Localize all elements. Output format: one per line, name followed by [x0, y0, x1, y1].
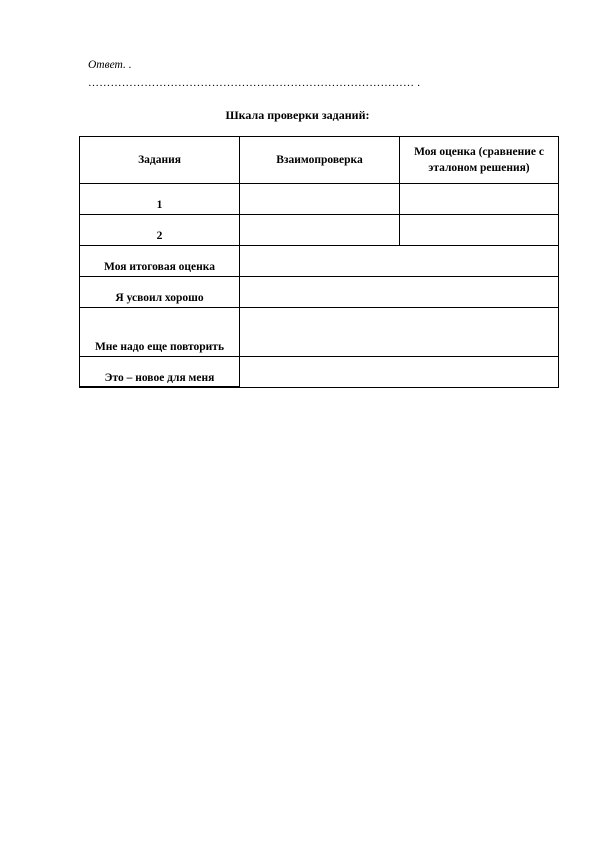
answer-label: Ответ. .: [88, 59, 132, 71]
new-for-me-cell[interactable]: [240, 357, 559, 388]
need-repeat-label: Мне надо еще повторить: [80, 308, 240, 357]
check-table: [79, 136, 559, 388]
peer-review-cell[interactable]: [240, 184, 400, 215]
table-title: Шкала проверки заданий:: [225, 108, 370, 122]
task-number: 1: [80, 184, 240, 215]
table-row: [80, 184, 559, 215]
table-row: [80, 308, 559, 357]
table-row: [80, 277, 559, 308]
answer-dotted-line: …………………………………………………………………………… .: [88, 77, 421, 89]
learned-well-label: Я усвоил хорошо: [80, 277, 240, 308]
table-row: [80, 246, 559, 277]
learned-well-cell[interactable]: [240, 277, 559, 308]
final-grade-cell[interactable]: [240, 246, 559, 277]
header-tasks: Задания: [80, 137, 240, 184]
new-for-me-label: Это – новое для меня: [80, 357, 240, 388]
peer-review-cell[interactable]: [240, 215, 400, 246]
header-peer-review: Взаимопроверка: [240, 137, 400, 184]
table-row: [80, 357, 559, 388]
task-number: 2: [80, 215, 240, 246]
self-assessment-cell[interactable]: [400, 215, 559, 246]
table-header-row: [80, 137, 559, 184]
self-assessment-cell[interactable]: [400, 184, 559, 215]
header-self-assessment: Моя оценка (сравнение с эталоном решения): [400, 137, 559, 184]
final-grade-label: Моя итоговая оценка: [80, 246, 240, 277]
need-repeat-cell[interactable]: [240, 308, 559, 357]
table-row: [80, 215, 559, 246]
